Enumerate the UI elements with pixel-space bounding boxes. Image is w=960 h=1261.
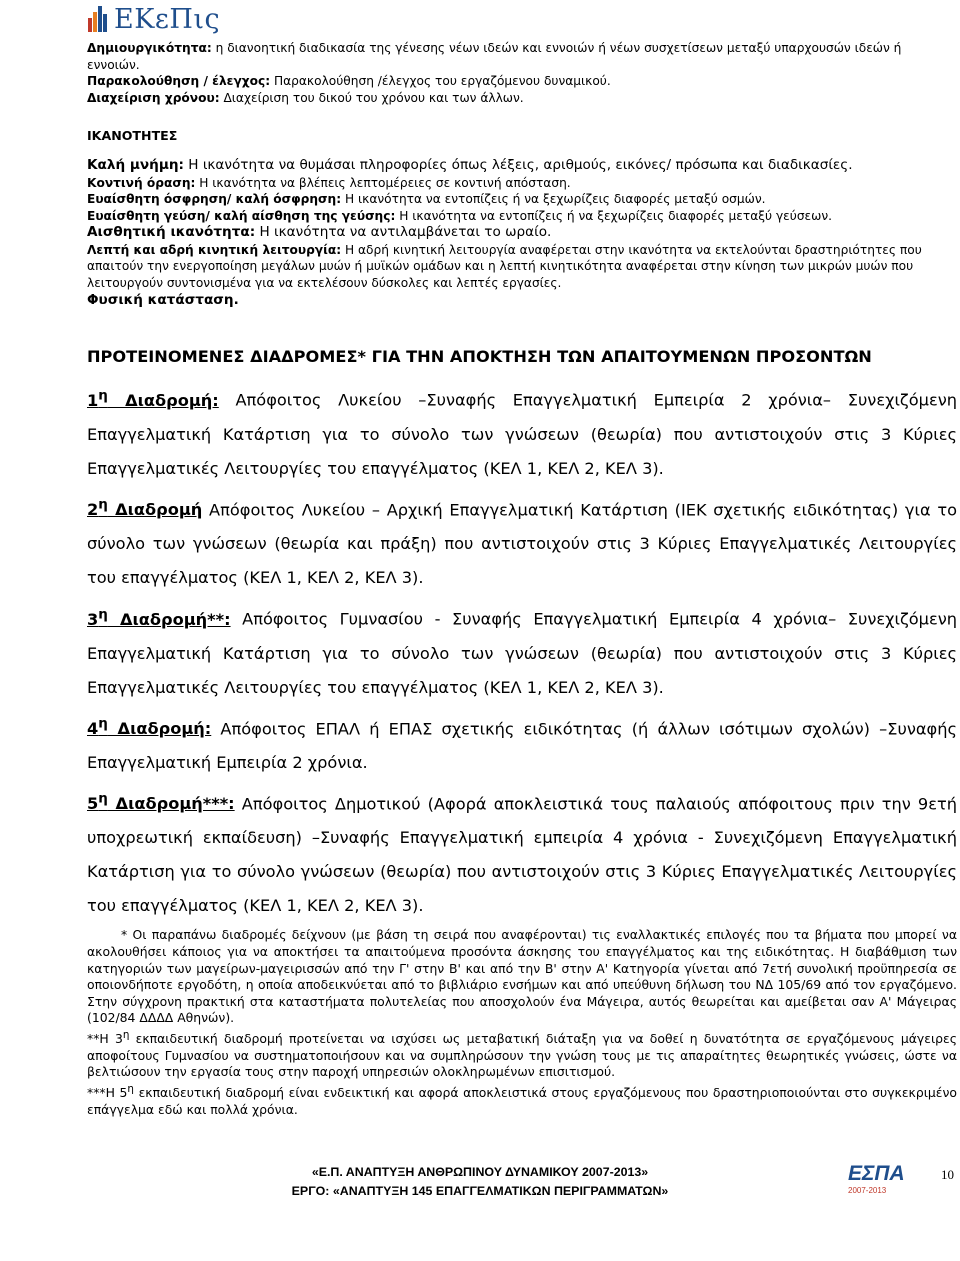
footnote: **Η $3^\eta$ εκπαιδευτική διαδρομή προτείνεται να ισχύσει ως μεταβατική διάταξη για να δοθεί η δυνατότητα σε εργαζόμενους μάγειρες αποφοίτους Γυμνασίου να συστηματοποιήσουν και να συμπληρώσουν την γνώση τους με τις απαραίτητες θεωρητικές γνώσεις, ώστε να βελτιώσουν την εργασία τους στην παροχή υπηρεσιών ολοκληρωμένων επισιτισμού. [87,1028,957,1080]
footnote: * Οι παραπάνω διαδρομές δείχνουν (με βάση τη σειρά που αναφέρονται) τις εναλλακτικές επιλογές που τα βήματα που μπορεί να ακολουθήσει κάποιος για να αποκτήσει τα απαιτούμενα προσόντα άσκησης του επαγγέλματος και της ειδικότητας. Η διαβάθμιση των κατηγοριών των μαγείρων-μαγειρισσών από την Γ' στην Β' και από την Β' στην Α' Κατηγορία γίνεται από 7ετή συνολική προϋπηρεσία σε οποιονδήποτε εργοδότη, η οποία αποδεικνύεται από το βιβλιάριο ενσήμων και από υπεύθυνη δήλωση του ΝΔ 105/69 από τον εργαζόμενο. Στην σύγχρονη πρακτική στα καταστήματα πολυτελείας που αποσχολούν ένα Μάγειρα, αυτός θεωρείται και αμείβεται σαν Α' Μάγειρας (102/84 ΔΔΔΔ Αθηνών). [87,927,957,1026]
logo-text: ΕΚεΠις [114,3,221,35]
route-item: $1^\eta$ Διαδρομή: Απόφοιτος Λυκείου –Συναφής Επαγγελματική Εμπειρία 2 χρόνια– Συνεχιζόμενη Επαγγελματική Κατάρτιση για το σύνολο των γνώσεων (θεωρία) που αντιστοιχούν στις 3 Κύριες Επαγγελματικές Λειτουργίες του επαγγέλματος (ΚΕΛ 1, ΚΕΛ 2, ΚΕΛ 3). [87,387,957,478]
footnote: ***Η $5^\eta$ εκπαιδευτική διαδρομή είναι ενδεικτική και αφορά αποκλειστικά στους εργαζόμενους που δραστηριοποιούνται στο συγκεκριμένο επάγγελμα εδώ και πολλά χρόνια. [87,1082,957,1117]
document-body [87,40,957,1118]
skill-item: Ευαίσθητη όσφρηση/ καλή όσφρηση: Η ικανότητα να εντοπίζεις ή να ξεχωρίζεις διαφορές μεταξύ οσμών. [87,192,766,206]
route-item: $5^\eta$ Διαδρομή***: Απόφοιτος Δημοτικού (Αφορά αποκλειστικά τους παλαιούς απόφοιτους πριν την 9ετή υποχρεωτική εκπαίδευση) –Συναφής Επαγγελματική εμπειρία 4 χρόνια - Συνεχιζόμενη Επαγγελματική Κατάρτιση για το σύνολο γνώσεων (θεωρία) που αντιστοιχούν στις 3 Κύριες Επαγγελματικές Λειτουργίες του επαγγέλματος (ΚΕΛ 1, ΚΕΛ 2, ΚΕΛ 3). [87,790,957,916]
definition: Δημιουργικότητα: η διανοητική διαδικασία της γένεσης νέων ιδεών και εννοιών ή νέων συσχετίσεων μεταξύ υπαρχουσών ιδεών ή εννοιών. [87,41,902,72]
skill-item: Καλή μνήμη: Η ικανότητα να θυμάσαι πληροφορίες όπως λέξεις, αριθμούς, εικόνες/ πρόσωπα και διαδικασίες. [87,157,853,173]
definition: Διαχείριση χρόνου: Διαχείριση του δικού του χρόνου και των άλλων. [87,90,524,105]
espa-logo-text: ΕΣΠΑ [848,1162,905,1185]
route-item: $2^\eta$ Διαδρομή Απόφοιτος Λυκείου – Αρχική Επαγγελματική Κατάρτιση (ΙΕΚ σχετικής ειδικότητας) για το σύνολο των γνώσεων (θεωρία και πράξη) που αντιστοιχούν στις 3 Κύριες Επαγγελματικές Λειτουργίες του επαγγέλματος (ΚΕΛ 1, ΚΕΛ 2, ΚΕΛ 3). [87,496,957,588]
footer-line: ΕΡΓΟ: «ΑΝΑΠΤΥΞΗ 145 ΕΠΑΓΓΕΛΜΑΤΙΚΩΝ ΠΕΡΙΓΡΑΜΜΑΤΩΝ» [291,1184,669,1198]
routes-title: ΠΡΟΤΕΙΝΟΜΕΝΕΣ ΔΙΑΔΡΟΜΕΣ* ΓΙΑ ΤΗΝ ΑΠΟΚΤΗΣΗ ΤΩΝ ΑΠΑΙΤΟΥΜΕΝΩΝ ΠΡΟΣΟΝΤΩΝ [87,347,872,367]
footnotes [87,927,957,1118]
footer-line: «Ε.Π. ΑΝΑΠΤΥΞΗ ΑΝΘΡΩΠΙΝΟΥ ΔΥΝΑΜΙΚΟΥ 2007-2013» [311,1165,649,1179]
espa-logo-years: 2007-2013 [848,1186,887,1195]
skill-item: Φυσική κατάσταση. [87,291,239,308]
skills-heading: ΙΚΑΝΟΤΗΤΕΣ [87,128,178,143]
skill-item: Αισθητική ικανότητα: Η ικανότητα να αντιλαμβάνεται το ωραίο. [87,224,552,240]
route-item: $3^\eta$ Διαδρομή**: Απόφοιτος Γυμνασίου - Συναφής Επαγγελματική Εμπειρία 4 χρόνια– Συνεχιζόμενη Επαγγελματική Κατάρτιση για το σύνολο των γνώσεων (θεωρία) που αντιστοιχούν στις 3 Κύριες Επαγγελματικές Λειτουργίες του επαγγέλματος (ΚΕΛ 1, ΚΕΛ 2, ΚΕΛ 3). [87,606,957,697]
footer-text [250,1163,710,1201]
logo-mark-icon [88,6,110,32]
skill-item: Λεπτή και αδρή κινητική λειτουργία: Η αδρή κινητική λειτουργία αναφέρεται στην ικανότητα να εκτελούνται δραστηριότητες που απαιτούν την ενεργοποίηση μεγάλων μυών ή μυϊκών ομάδων και η λεπτή κινητικότητα αναφέρεται στην κίνηση των μικρών μυών που λειτουργούν συντονισμένα για να εκτελέσουν δύσκολες και λεπτές εργασίες. [87,242,922,291]
page-number: 10 [941,1167,954,1182]
definition: Παρακολούθηση / έλεγχος: Παρακολούθηση /έλεγχος του εργαζόμενου δυναμικού. [87,74,611,88]
espa-logo [848,1162,932,1198]
skill-item: Ευαίσθητη γεύση/ καλή αίσθηση της γεύσης: Η ικανότητα να εντοπίζεις ή να ξεχωρίζεις διαφορές μεταξύ γεύσεων. [87,208,833,223]
skill-item: Κοντινή όραση: Η ικανότητα να βλέπεις λεπτομέρειες σε κοντινή απόσταση. [87,175,571,190]
ekepis-logo [88,2,220,36]
route-item: $4^\eta$ Διαδρομή: Απόφοιτος ΕΠΑΛ ή ΕΠΑΣ σχετικής ειδικότητας (ή άλλων ισότιμων σχολών) –Συναφής Επαγγελματική Εμπειρία 2 χρόνια. [87,715,957,772]
